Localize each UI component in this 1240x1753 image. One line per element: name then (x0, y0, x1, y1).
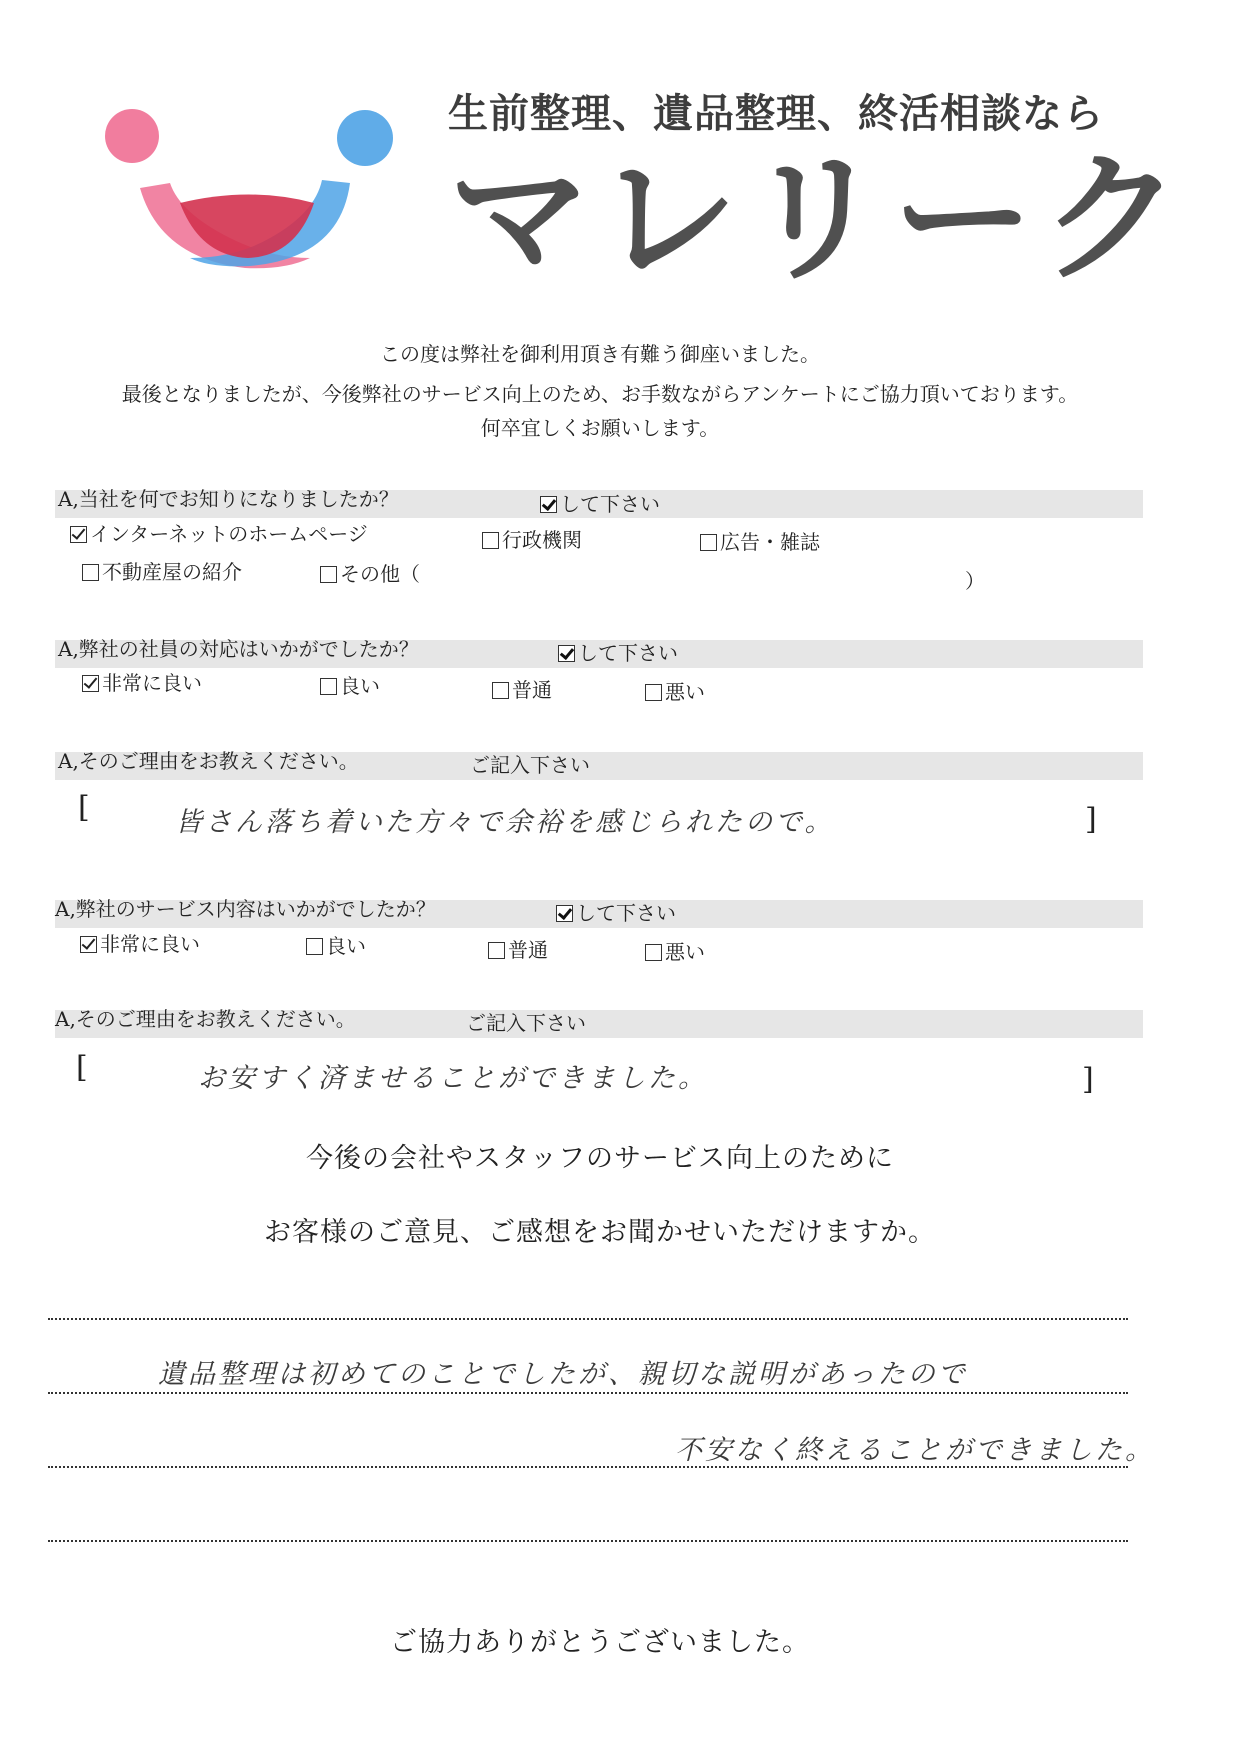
q4-option-normal[interactable]: 普通 (488, 934, 548, 963)
q2-question: A,弊社の社員の対応はいかがでしたか？ (58, 637, 419, 661)
tagline: 生前整理、遺品整理、終活相談なら (448, 91, 1104, 137)
q3-question: A,そのご理由をお教えください。 (58, 749, 359, 773)
q2-option-normal[interactable]: 普通 (492, 674, 552, 703)
q5-instruction: ご記入下さい (466, 1011, 586, 1035)
q4-option-very-good[interactable]: 非常に良い (80, 928, 200, 957)
q1-option-internet[interactable]: インターネットのホームページ (70, 518, 368, 547)
q4-question: A,弊社のサービス内容はいかがでしたか？ (55, 897, 436, 921)
checkbox[interactable] (488, 942, 505, 959)
feedback-handwritten-line-1: 遺品整理は初めてのことでしたが、親切な説明があったので (158, 1359, 968, 1390)
checkbox[interactable] (82, 564, 99, 581)
q3-bracket-open: [ (78, 790, 90, 825)
checkbox[interactable] (645, 684, 662, 701)
checkbox-checked[interactable] (70, 526, 87, 543)
q2-option-very-good[interactable]: 非常に良い (82, 667, 202, 696)
checkbox[interactable] (700, 534, 717, 551)
check-icon (556, 905, 573, 922)
feedback-handwritten-line-2: 不安なく終えることができました。 (675, 1435, 1155, 1466)
writing-line-4 (48, 1540, 1128, 1542)
checkbox[interactable] (320, 566, 337, 583)
q2-option-bad[interactable]: 悪い (645, 676, 705, 705)
q5-handwritten-answer: お安すく済ませることができました。 (198, 1063, 708, 1094)
checkbox-checked[interactable] (80, 936, 97, 953)
q1-other-close: ） (965, 569, 985, 593)
q3-handwritten-answer: 皆さん落ち着いた方々で余裕を感じられたので。 (175, 807, 835, 838)
logo-blue-dot (337, 110, 393, 166)
closing-message: ご協力ありがとうございました。 (390, 1627, 810, 1658)
brand-name: マレリーク (448, 137, 1188, 302)
q5-question: A,そのご理由をお教えください。 (55, 1007, 356, 1031)
writing-line-2 (48, 1392, 1128, 1394)
q4-option-good[interactable]: 良い (306, 930, 366, 959)
q5-bracket-open: [ (76, 1050, 88, 1085)
checkbox-checked[interactable] (82, 675, 99, 692)
feedback-prompt-line-2: お客様のご意見、ご感想をお聞かせいただけますか。 (264, 1217, 936, 1248)
check-icon (540, 496, 557, 513)
q3-bracket-close: ] (1085, 802, 1097, 837)
q1-option-realestate[interactable]: 不動産屋の紹介 (82, 556, 242, 585)
q2-instruction: して下さい (558, 637, 678, 666)
q1-option-government[interactable]: 行政機関 (482, 524, 582, 553)
q1-option-other[interactable]: その他（ (320, 558, 420, 587)
checkbox[interactable] (306, 938, 323, 955)
logo-pink-dot (105, 109, 159, 163)
q1-option-ads[interactable]: 広告・雑誌 (700, 526, 820, 555)
q4-option-bad[interactable]: 悪い (645, 936, 705, 965)
q2-option-good[interactable]: 良い (320, 670, 380, 699)
q3-instruction: ご記入下さい (470, 753, 590, 777)
writing-line-1 (48, 1318, 1128, 1320)
q1-instruction: して下さい (540, 488, 660, 517)
intro-line-2: 最後となりましたが、今後弊社のサービス向上のため、お手数ながらアンケートにご協力頂いております。 (121, 382, 1079, 406)
intro-line-3: 何卒宜しくお願いします。 (480, 416, 720, 440)
q5-bracket-close: ] (1082, 1062, 1094, 1097)
check-icon (558, 645, 575, 662)
q1-question: A,当社を何でお知りになりましたか？ (58, 487, 399, 511)
checkbox[interactable] (492, 682, 509, 699)
checkbox[interactable] (482, 532, 499, 549)
q4-instruction: して下さい (556, 897, 676, 926)
intro-line-1: この度は弊社を御利用頂き有難う御座いました。 (380, 342, 820, 366)
checkbox[interactable] (645, 944, 662, 961)
feedback-prompt-line-1: 今後の会社やスタッフのサービス向上のために (306, 1143, 894, 1174)
checkbox[interactable] (320, 678, 337, 695)
marereek-logo (100, 108, 400, 278)
